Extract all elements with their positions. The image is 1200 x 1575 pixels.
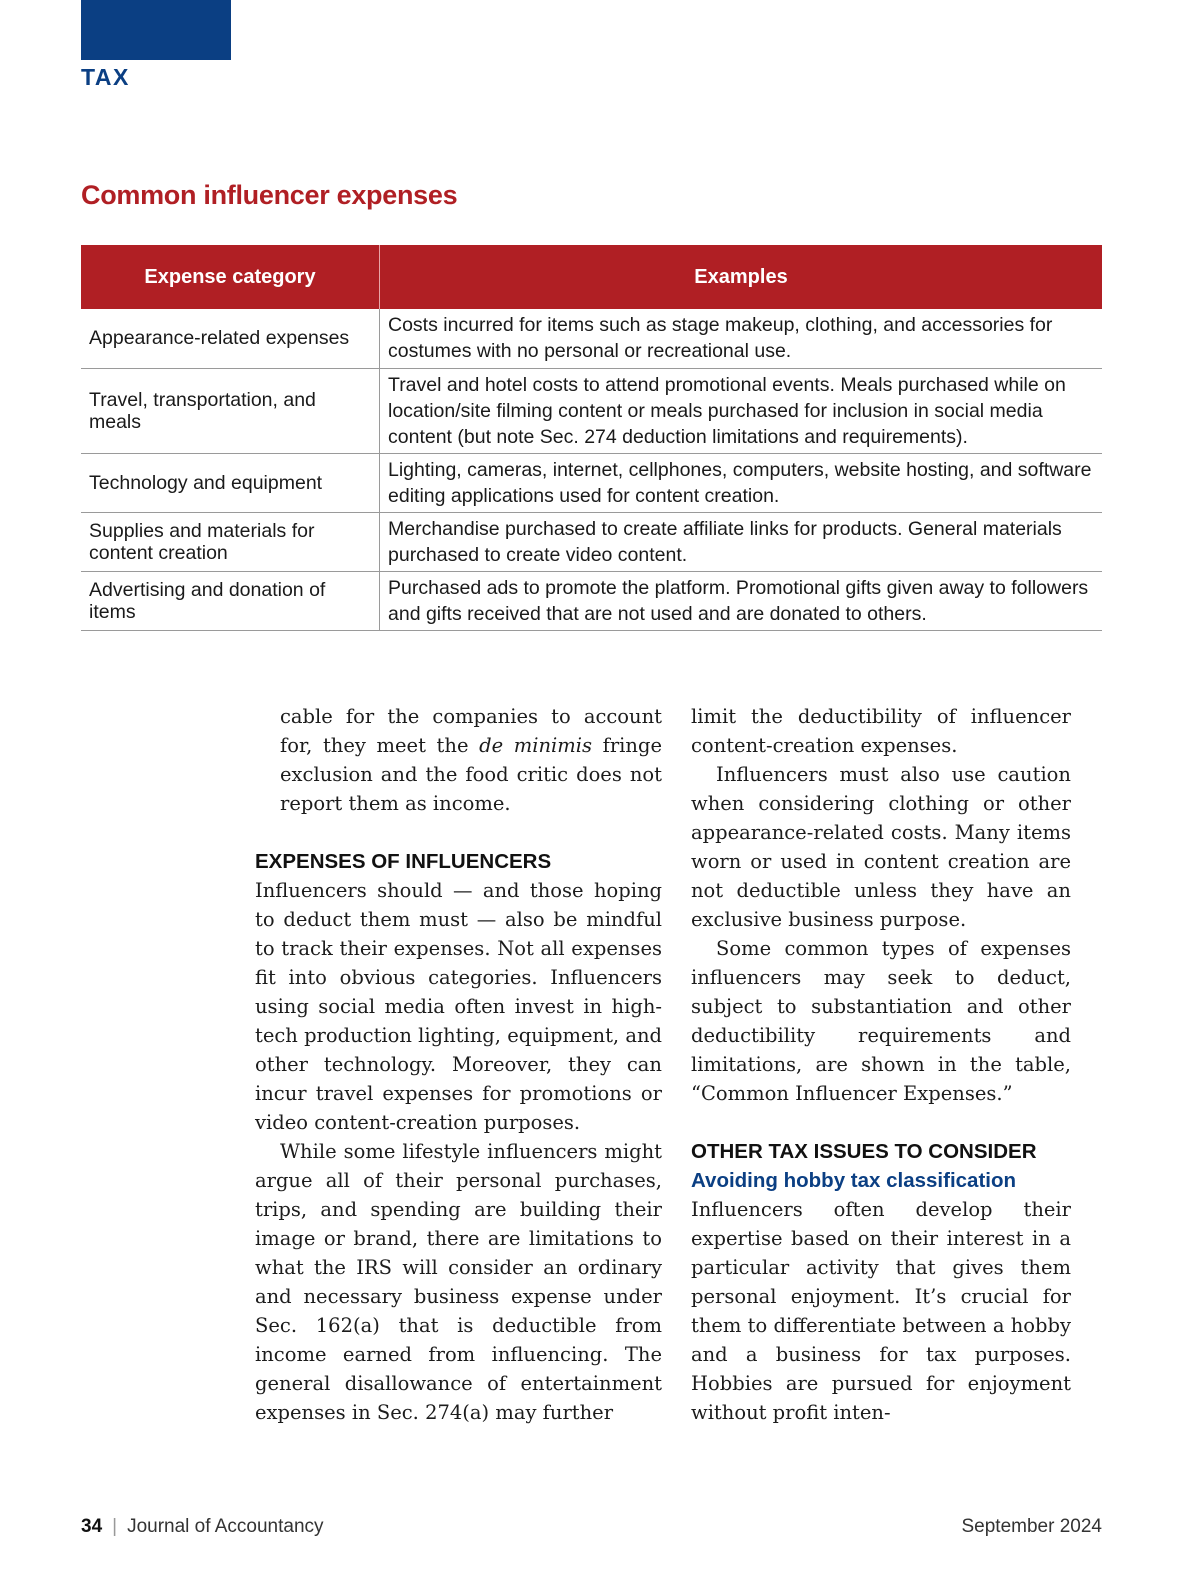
body-paragraph: Influencers must also use caution when considering clothing or other appearance-related costs. Many items worn or used in content creation are not deductible unless they have an exclusive business purpose. [691,763,1071,931]
table-row [81,453,1102,512]
article-column-right [691,702,1071,1427]
category-cell: Supplies and materials for content creation [81,512,380,571]
section-color-block [81,0,231,60]
continued-paragraph: cable for the companies to account for, they meet the de minimis fringe exclusion and the food critic does not report them as income. [280,705,662,815]
table-row [81,309,1102,368]
latin-term: de minimis [479,734,593,757]
table-row [81,571,1102,630]
column-header-category: Expense category [81,245,380,309]
body-paragraph: Some common types of expenses influencers may seek to deduct, subject to substantiation and other deductibility requirements and limitations, are shown in the table, “Common Influencer Expenses.” [691,937,1071,1105]
column-header-examples: Examples [380,245,1103,309]
examples-cell: Costs incurred for items such as stage makeup, clothing, and accessories for costumes with no personal or recreational use. [380,309,1103,368]
category-cell: Advertising and donation of items [81,571,380,630]
category-cell: Technology and equipment [81,453,380,512]
section-heading: EXPENSES OF INFLUENCERS [255,850,552,873]
table-title: Common influencer expenses [81,180,458,210]
article-column-left [255,702,662,1427]
examples-cell: Merchandise purchased to create affiliate links for products. General materials purchased to create video content. [380,512,1103,571]
body-paragraph: Influencers often develop their expertise based on their interest in a particular activity that gives them personal enjoyment. It’s crucial for them to differentiate between a hobby and a business for tax purposes. Hobbies are pursued for enjoyment without profit inten- [691,1198,1071,1424]
footer-left [81,1516,324,1538]
expense-table [81,245,1102,631]
table-row [81,368,1102,453]
section-label: TAX [81,64,130,90]
publication-name: Journal of Accountancy [127,1516,324,1537]
page-number: 34 [81,1516,103,1537]
table-row [81,512,1102,571]
examples-cell: Lighting, cameras, internet, cellphones, computers, website hosting, and software editing applications used for content creation. [380,453,1103,512]
subsection-heading: Avoiding hobby tax classification [691,1169,1017,1192]
examples-cell: Travel and hotel costs to attend promotional events. Meals purchased while on location/site filming content or meals purchased for inclusion in social media content (but note Sec. 274 deduction limitations and requirements). [380,368,1103,453]
body-paragraph: limit the deductibility of influencer content-creation expenses. [691,705,1071,757]
examples-cell: Purchased ads to promote the platform. Promotional gifts given away to followers and gifts received that are not used and are donated to others. [380,571,1103,630]
table-header-row [81,245,1102,309]
body-paragraph: While some lifestyle influencers might argue all of their personal purchases, trips, and spending are building their image or brand, there are limitations to what the IRS will consider an ordinary and necessary business expense under Sec. 162(a) that is deductible from income earned from influencing. The general disallowance of entertainment expenses in Sec. 274(a) may further [255,1140,662,1424]
category-cell: Appearance-related expenses [81,309,380,368]
category-cell: Travel, transportation, and meals [81,368,380,453]
body-paragraph: Influencers should — and those hoping to deduct them must — also be mindful to track their expenses. Not all expenses fit into obvious categories. Influencers using social media often invest in high-tech production lighting, equipment, and other technology. Moreover, they can incur travel expenses for promotions or video content-creation purposes. [255,879,662,1134]
section-heading: OTHER TAX ISSUES TO CONSIDER [691,1140,1037,1163]
issue-date: September 2024 [961,1516,1102,1537]
footer-separator: | [112,1516,118,1537]
